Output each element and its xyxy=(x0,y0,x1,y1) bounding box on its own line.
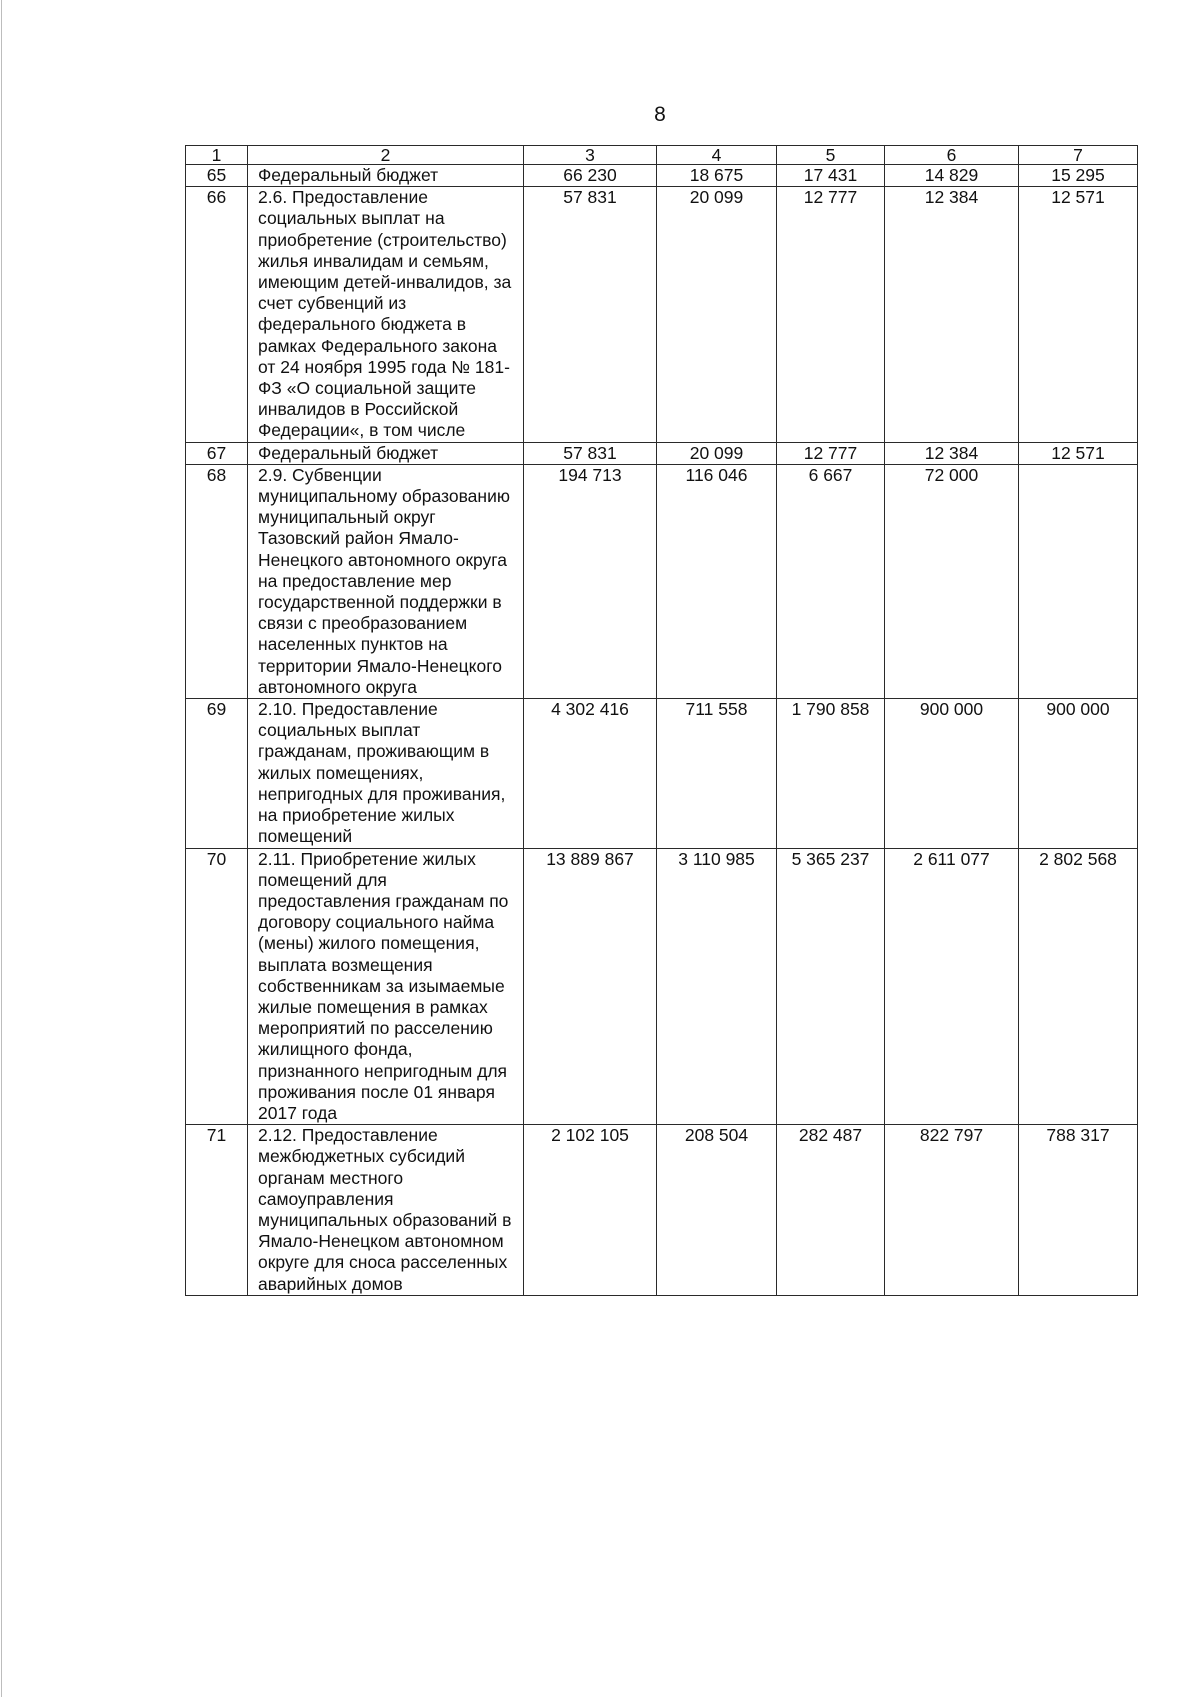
value-col-3: 4 302 416 xyxy=(524,699,657,848)
table-row xyxy=(186,165,1138,187)
scan-edge-mark xyxy=(1,0,2,1697)
header-cell: 6 xyxy=(885,146,1019,165)
value-col-5: 5 365 237 xyxy=(777,848,885,1125)
value-col-6: 822 797 xyxy=(885,1125,1019,1296)
header-cell: 3 xyxy=(524,146,657,165)
value-col-6: 12 384 xyxy=(885,442,1019,464)
value-col-4: 208 504 xyxy=(657,1125,777,1296)
value-col-5: 6 667 xyxy=(777,464,885,698)
header-cell: 4 xyxy=(657,146,777,165)
value-col-7: 12 571 xyxy=(1019,187,1138,442)
value-col-7: 12 571 xyxy=(1019,442,1138,464)
value-col-5: 12 777 xyxy=(777,187,885,442)
value-col-5-text: 1 790 858 xyxy=(791,699,870,720)
header-row xyxy=(186,146,1138,165)
row-number: 66 xyxy=(186,187,248,442)
header-cell: 1 xyxy=(186,146,248,165)
value-col-4: 3 110 985 xyxy=(657,848,777,1125)
row-number: 65 xyxy=(186,165,248,187)
row-description: 2.11. Приобретение жилых помещений для предоставления гражданам по договору социального найма (мены) жилого помещения, выплата возмещения собственникам за изымаемые жилые помещения в рамках мероприятий по расселению жилищного фонда, признанного непригодным для проживания после 01 января 2017 года xyxy=(248,848,524,1125)
budget-table xyxy=(185,145,1138,1296)
table-row xyxy=(186,699,1138,848)
value-col-4: 20 099 xyxy=(657,187,777,442)
value-col-5: 17 431 xyxy=(777,165,885,187)
row-number: 70 xyxy=(186,848,248,1125)
value-col-5 xyxy=(777,699,885,848)
value-col-3: 66 230 xyxy=(524,165,657,187)
value-col-4: 20 099 xyxy=(657,442,777,464)
value-col-4: 116 046 xyxy=(657,464,777,698)
value-col-3: 57 831 xyxy=(524,187,657,442)
value-col-6: 12 384 xyxy=(885,187,1019,442)
row-description: 2.12. Предоставление межбюджетных субсидий органам местного самоуправления муниципальных образований в Ямало-Ненецком автономном округе для сноса расселенных аварийных домов xyxy=(248,1125,524,1296)
value-col-3: 2 102 105 xyxy=(524,1125,657,1296)
header-cell: 7 xyxy=(1019,146,1138,165)
value-col-7: 788 317 xyxy=(1019,1125,1138,1296)
row-number: 68 xyxy=(186,464,248,698)
table-row xyxy=(186,442,1138,464)
value-col-4: 711 558 xyxy=(657,699,777,848)
value-col-7: 2 802 568 xyxy=(1019,848,1138,1125)
value-col-6: 72 000 xyxy=(885,464,1019,698)
row-number: 69 xyxy=(186,699,248,848)
row-description: Федеральный бюджет xyxy=(248,442,524,464)
value-col-3: 57 831 xyxy=(524,442,657,464)
row-description: 2.6. Предоставление социальных выплат на приобретение (строительство) жилья инвалидам и семьям, имеющим детей-инвалидов, за счет субвенций из федерального бюджета в рамках Федерального закона от 24 ноября 1995 года № 181-ФЗ «О социальной защите инвалидов в Российской Федерации«, в том числе xyxy=(248,187,524,442)
value-col-7: 15 295 xyxy=(1019,165,1138,187)
header-cell: 2 xyxy=(248,146,524,165)
value-col-6: 900 000 xyxy=(885,699,1019,848)
value-col-5: 12 777 xyxy=(777,442,885,464)
table-row xyxy=(186,187,1138,442)
row-number: 71 xyxy=(186,1125,248,1296)
value-col-5: 282 487 xyxy=(777,1125,885,1296)
row-number: 67 xyxy=(186,442,248,464)
page-number: 8 xyxy=(654,103,666,126)
value-col-3: 194 713 xyxy=(524,464,657,698)
row-description: 2.10. Предоставление социальных выплат гражданам, проживающим в жилых помещениях, непригодных для проживания, на приобретение жилых помещений xyxy=(248,699,524,848)
row-description: 2.9. Субвенции муниципальному образованию муниципальный округ Тазовский район Ямало-Ненецкого автономного округа на предоставление мер государственной поддержки в связи с преобразованием населенных пунктов на территории Ямало-Ненецкого автономного округа xyxy=(248,464,524,698)
value-col-3: 13 889 867 xyxy=(524,848,657,1125)
header-cell: 5 xyxy=(777,146,885,165)
value-col-6: 14 829 xyxy=(885,165,1019,187)
value-col-7: 900 000 xyxy=(1019,699,1138,848)
table-row xyxy=(186,464,1138,698)
value-col-7 xyxy=(1019,464,1138,698)
row-description: Федеральный бюджет xyxy=(248,165,524,187)
table-row xyxy=(186,1125,1138,1296)
table-row xyxy=(186,848,1138,1125)
value-col-4: 18 675 xyxy=(657,165,777,187)
value-col-6: 2 611 077 xyxy=(885,848,1019,1125)
